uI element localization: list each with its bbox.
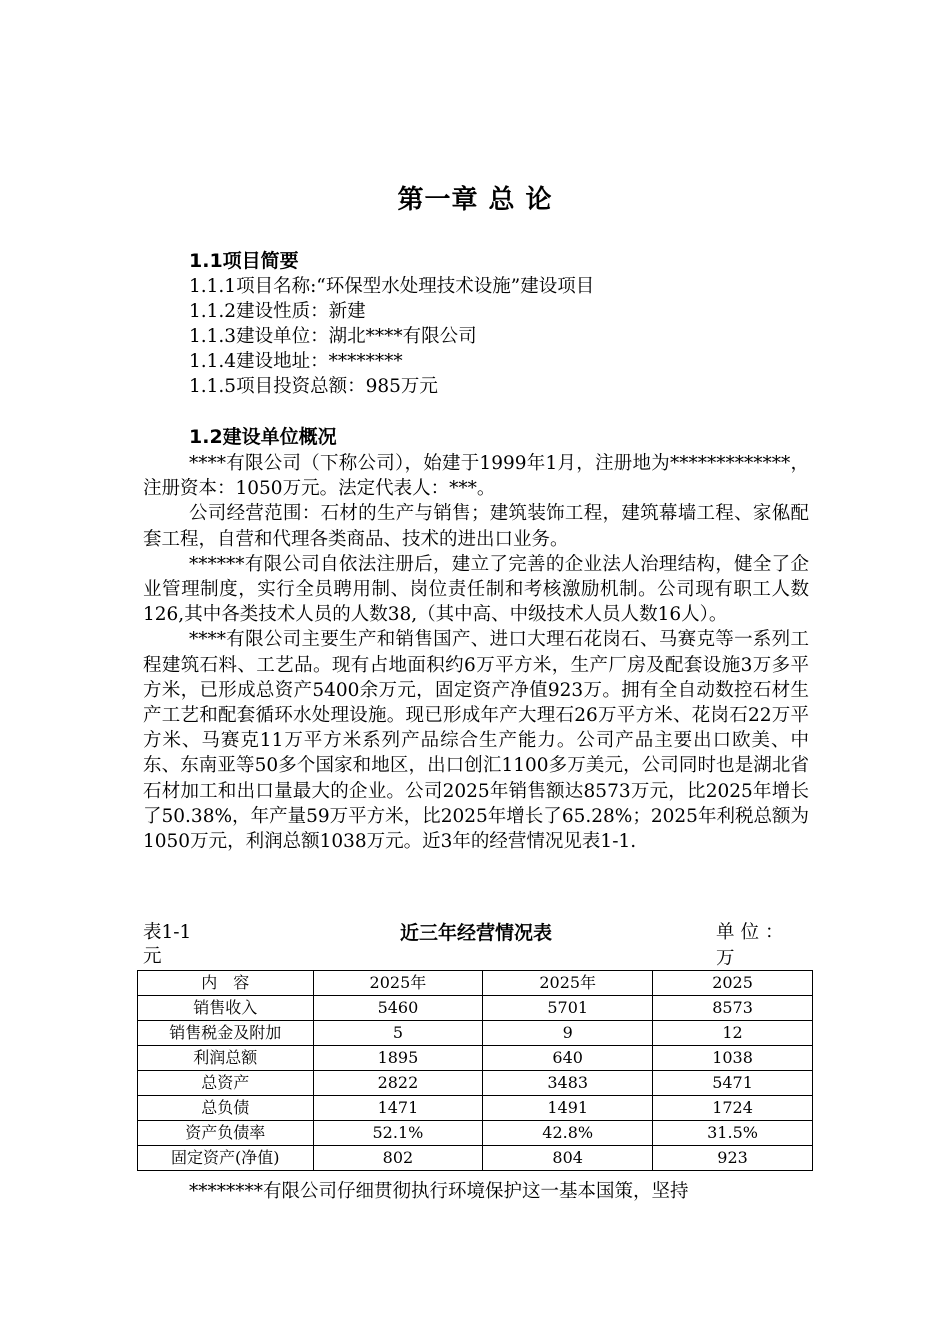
investment-total-line: 1.1.5项目投资总额：985万元 — [189, 376, 438, 397]
construction-unit-line: 1.1.3建设单位：湖北****有限公司 — [189, 326, 477, 347]
table-cell: 5471 — [653, 1071, 813, 1096]
paragraph-operations: ****有限公司主要生产和销售国产、进口大理石花岗石、马赛克等一系列工程建筑石料、工艺品。现有占地面积约6万平方米，生产厂房及配套设施3万多平方米，已形成总资产5400余万元，固定资产净值923万。拥有全自动数控石材生产工艺和配套循环水处理设施。现已形成年产大理石26万平方米、花岗石22万平方米、马赛克11万平方米系列产品综合生产能力。公司产品主要出口欧美、中东、东南亚等50多个国家和地区，出口创汇1100多万美元，公司同时也是湖北省石材加工和出口量最大的企业。公司2025年销售额达8573万元，比2025年增长了50.38%，年产量59万平方米，比2025年增长了65.28%；2025年利税总额为1050万元，利润总额1038万元。近3年的经营情况见表1-1. — [143, 629, 809, 853]
table-cell: 5460 — [313, 996, 483, 1021]
table-cell: 923 — [653, 1146, 813, 1171]
header-cell: 2025年 — [313, 971, 483, 996]
table-header-row — [138, 971, 813, 996]
table-cell: 总负债 — [138, 1096, 314, 1121]
paragraph-governance: ******有限公司自依法注册后，建立了完善的企业法人治理结构，健全了企业管理制度，实行全员聘用制、岗位责任制和考核激励机制。公司现有职工人数126,其中各类技术人员的人数38,（其中高、中级技术人员人数16人）。 — [143, 553, 809, 626]
table-cell: 3483 — [483, 1071, 653, 1096]
table-cell: 1491 — [483, 1096, 653, 1121]
table-cell: 804 — [483, 1146, 653, 1171]
header-cell: 内 容 — [138, 971, 314, 996]
table-row — [138, 1121, 813, 1146]
table-caption — [143, 920, 809, 972]
table-cell: 1038 — [653, 1046, 813, 1071]
table-cell: 8573 — [653, 996, 813, 1021]
chapter-title: 第一章 总 论 — [397, 185, 553, 215]
table-cell: 12 — [653, 1021, 813, 1046]
closing-paragraph-start: ********有限公司仔细贯彻执行环境保护这一基本国策，坚持 — [189, 1181, 689, 1202]
construction-nature-line: 1.1.2建设性质：新建 — [189, 301, 366, 322]
company-overview-text — [143, 451, 809, 854]
table-cell: 9 — [483, 1021, 653, 1046]
table-cell: 2822 — [313, 1071, 483, 1096]
table-cell: 5701 — [483, 996, 653, 1021]
table-cell: 802 — [313, 1146, 483, 1171]
table-cell: 总资产 — [138, 1071, 314, 1096]
operations-table — [137, 970, 813, 1171]
table-cell: 固定资产(净值) — [138, 1146, 314, 1171]
section-heading-1-2: 1.2建设单位概况 — [189, 426, 337, 448]
table-title: 近三年经营情况表 — [399, 922, 552, 944]
table-row — [138, 1046, 813, 1071]
table-cell: 1471 — [313, 1096, 483, 1121]
table-cell: 42.8% — [483, 1121, 653, 1146]
table-cell: 5 — [313, 1021, 483, 1046]
paragraph-founding: ****有限公司（下称公司），始建于1999年1月，注册地为*************，注册资本：1050万元。法定代表人：***。 — [143, 453, 809, 500]
table-number: 表1-1 — [143, 922, 192, 943]
table-cell: 资产负债率 — [138, 1121, 314, 1146]
table-cell: 利润总额 — [138, 1046, 314, 1071]
project-name-line: 1.1.1项目名称:“环保型水处理技术设施”建设项目 — [189, 276, 595, 297]
table-cell: 销售收入 — [138, 996, 314, 1021]
table-row — [138, 1021, 813, 1046]
table-row — [138, 1071, 813, 1096]
table-cell: 1724 — [653, 1096, 813, 1121]
header-cell: 2025年 — [483, 971, 653, 996]
table-unit-continued: 元 — [143, 946, 162, 967]
table-cell: 31.5% — [653, 1121, 813, 1146]
section-heading-1-1: 1.1项目简要 — [189, 250, 299, 272]
table-row — [138, 996, 813, 1021]
table-cell: 640 — [483, 1046, 653, 1071]
table-unit: 单位：万 — [716, 922, 790, 969]
table-cell: 52.1% — [313, 1121, 483, 1146]
table-cell: 1895 — [313, 1046, 483, 1071]
paragraph-business-scope: 公司经营范围：石材的生产与销售；建筑装饰工程，建筑幕墙工程、家俬配套工程，自营和代理各类商品、技术的进出口业务。 — [143, 503, 809, 550]
table-row — [138, 1096, 813, 1121]
header-cell: 2025 — [653, 971, 813, 996]
table-cell: 销售税金及附加 — [138, 1021, 314, 1046]
construction-address-line: 1.1.4建设地址：******** — [189, 351, 403, 372]
table-row — [138, 1146, 813, 1171]
